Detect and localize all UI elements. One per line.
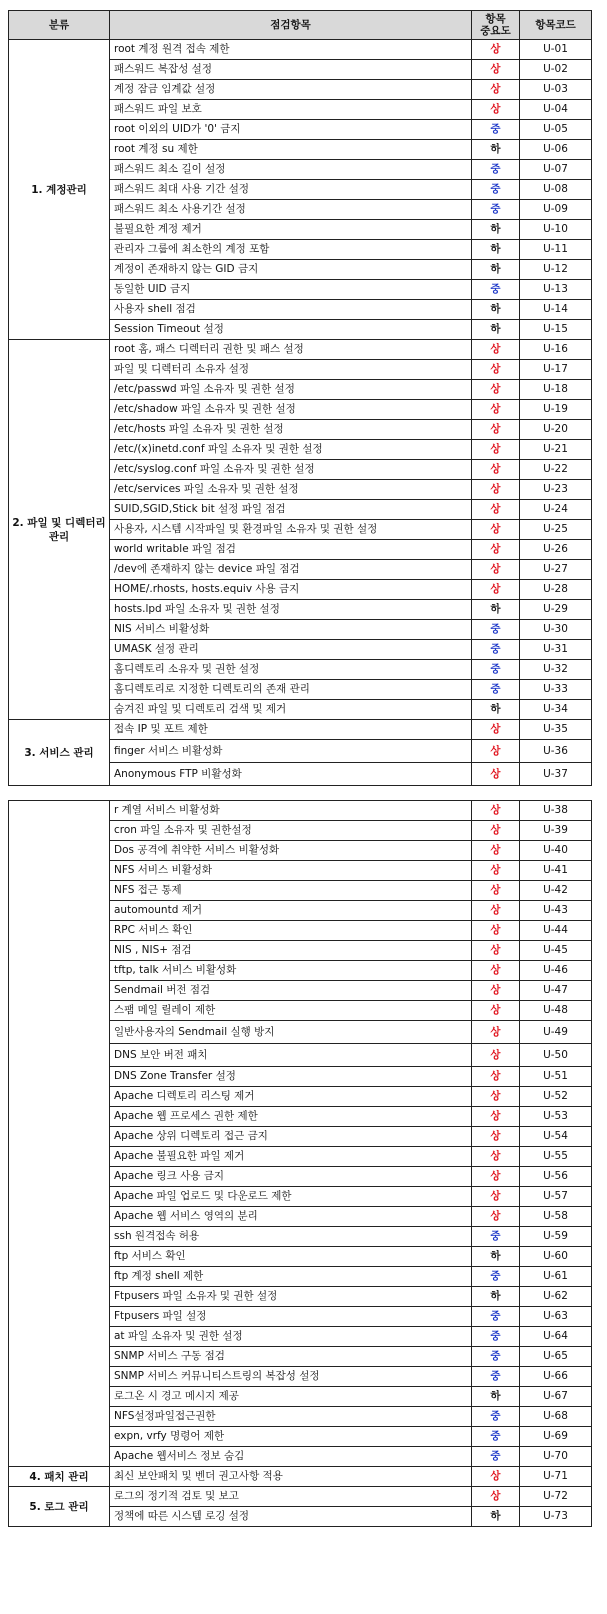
code-cell: U-47 [520, 981, 592, 1001]
code-cell: U-48 [520, 1001, 592, 1021]
item-cell: Sendmail 버전 점검 [110, 981, 472, 1001]
item-cell: 패스워드 파일 보호 [110, 100, 472, 120]
importance-cell: 상 [472, 1167, 520, 1187]
table-row [9, 1467, 592, 1487]
importance-cell: 상 [472, 420, 520, 440]
code-cell: U-20 [520, 420, 592, 440]
code-cell: U-53 [520, 1107, 592, 1127]
category-cell: 3. 서비스 관리 [9, 720, 110, 786]
item-cell: RPC 서비스 확인 [110, 921, 472, 941]
header-importance [472, 11, 520, 40]
importance-cell: 상 [472, 881, 520, 901]
item-cell: 홈디렉토리로 지정한 디렉토리의 존재 관리 [110, 680, 472, 700]
importance-cell: 상 [472, 861, 520, 881]
code-cell: U-33 [520, 680, 592, 700]
item-cell: root 홈, 패스 디렉터리 권한 및 패스 설정 [110, 340, 472, 360]
header-category: 분류 [9, 11, 110, 40]
category-cell [9, 801, 110, 1467]
code-cell: U-63 [520, 1307, 592, 1327]
code-cell: U-73 [520, 1507, 592, 1527]
importance-cell: 중 [472, 1427, 520, 1447]
importance-cell: 하 [472, 600, 520, 620]
code-cell: U-16 [520, 340, 592, 360]
code-cell: U-52 [520, 1087, 592, 1107]
importance-cell: 중 [472, 660, 520, 680]
code-cell: U-69 [520, 1427, 592, 1447]
importance-cell: 하 [472, 1247, 520, 1267]
importance-cell: 하 [472, 220, 520, 240]
item-cell: SUID,SGID,Stick bit 설정 파일 점검 [110, 500, 472, 520]
code-cell: U-46 [520, 961, 592, 981]
code-cell: U-51 [520, 1067, 592, 1087]
item-cell: 계정이 존재하지 않는 GID 금지 [110, 260, 472, 280]
header-importance-label: 항목 중요도 [480, 13, 511, 37]
item-cell: 로그온 시 경고 메시지 제공 [110, 1387, 472, 1407]
code-cell: U-44 [520, 921, 592, 941]
item-cell: at 파일 소유자 및 권한 설정 [110, 1327, 472, 1347]
importance-cell: 중 [472, 1347, 520, 1367]
importance-cell: 중 [472, 1367, 520, 1387]
code-cell: U-19 [520, 400, 592, 420]
item-cell: 패스워드 복잡성 설정 [110, 60, 472, 80]
code-cell: U-37 [520, 763, 592, 786]
importance-cell: 중 [472, 640, 520, 660]
item-cell: r 계열 서비스 비활성화 [110, 801, 472, 821]
code-cell: U-54 [520, 1127, 592, 1147]
table-row [9, 801, 592, 821]
importance-cell: 상 [472, 981, 520, 1001]
importance-cell: 상 [472, 360, 520, 380]
category-cell: 5. 로그 관리 [9, 1487, 110, 1527]
item-cell: ftp 계정 shell 제한 [110, 1267, 472, 1287]
checklist-container [8, 10, 591, 1527]
importance-cell: 상 [472, 40, 520, 60]
importance-cell: 상 [472, 480, 520, 500]
code-cell: U-12 [520, 260, 592, 280]
item-cell: NFS설정파일접근권한 [110, 1407, 472, 1427]
item-cell: /etc/shadow 파일 소유자 및 권한 설정 [110, 400, 472, 420]
code-cell: U-67 [520, 1387, 592, 1407]
importance-cell: 상 [472, 1021, 520, 1044]
importance-cell: 상 [472, 763, 520, 786]
importance-cell: 하 [472, 1387, 520, 1407]
header-item: 점검항목 [110, 11, 472, 40]
code-cell: U-25 [520, 520, 592, 540]
importance-cell: 상 [472, 1127, 520, 1147]
item-cell: Dos 공격에 취약한 서비스 비활성화 [110, 841, 472, 861]
item-cell: SNMP 서비스 구동 점검 [110, 1347, 472, 1367]
importance-cell: 하 [472, 300, 520, 320]
item-cell: Apache 웹 서비스 영역의 분리 [110, 1207, 472, 1227]
gap-cell [520, 786, 592, 801]
item-cell: 동일한 UID 금지 [110, 280, 472, 300]
item-cell: DNS 보안 버전 패치 [110, 1044, 472, 1067]
code-cell: U-17 [520, 360, 592, 380]
item-cell: 정책에 따른 시스템 로깅 설정 [110, 1507, 472, 1527]
code-cell: U-58 [520, 1207, 592, 1227]
code-cell: U-62 [520, 1287, 592, 1307]
item-cell: ftp 서비스 확인 [110, 1247, 472, 1267]
importance-cell: 상 [472, 1001, 520, 1021]
importance-cell: 상 [472, 1087, 520, 1107]
item-cell: 사용자, 시스템 시작파일 및 환경파일 소유자 및 권한 설정 [110, 520, 472, 540]
section-gap [9, 786, 592, 801]
importance-cell: 중 [472, 620, 520, 640]
code-cell: U-28 [520, 580, 592, 600]
item-cell: Apache 상위 디렉토리 접근 금지 [110, 1127, 472, 1147]
table-row [9, 40, 592, 60]
item-cell: UMASK 설정 관리 [110, 640, 472, 660]
code-cell: U-34 [520, 700, 592, 720]
code-cell: U-65 [520, 1347, 592, 1367]
importance-cell: 하 [472, 1287, 520, 1307]
importance-cell: 하 [472, 320, 520, 340]
code-cell: U-59 [520, 1227, 592, 1247]
importance-cell: 상 [472, 1207, 520, 1227]
importance-cell: 상 [472, 560, 520, 580]
item-cell: Apache 링크 사용 금지 [110, 1167, 472, 1187]
item-cell: 일반사용자의 Sendmail 실행 방지 [110, 1021, 472, 1044]
importance-cell: 상 [472, 1044, 520, 1067]
importance-cell: 상 [472, 901, 520, 921]
code-cell: U-36 [520, 740, 592, 763]
importance-cell: 상 [472, 380, 520, 400]
item-cell: /etc/services 파일 소유자 및 권한 설정 [110, 480, 472, 500]
item-cell: Ftpusers 파일 설정 [110, 1307, 472, 1327]
code-cell: U-31 [520, 640, 592, 660]
item-cell: 파일 및 디렉터리 소유자 설정 [110, 360, 472, 380]
code-cell: U-55 [520, 1147, 592, 1167]
code-cell: U-39 [520, 821, 592, 841]
item-cell: 불필요한 계정 제거 [110, 220, 472, 240]
importance-cell: 중 [472, 120, 520, 140]
item-cell: 패스워드 최소 길이 설정 [110, 160, 472, 180]
item-cell: NIS , NIS+ 점검 [110, 941, 472, 961]
code-cell: U-35 [520, 720, 592, 740]
item-cell: root 계정 su 제한 [110, 140, 472, 160]
importance-cell: 상 [472, 801, 520, 821]
code-cell: U-64 [520, 1327, 592, 1347]
item-cell: Apache 불필요한 파일 제거 [110, 1147, 472, 1167]
item-cell: cron 파일 소유자 및 권한설정 [110, 821, 472, 841]
importance-cell: 중 [472, 1307, 520, 1327]
item-cell: /etc/(x)inetd.conf 파일 소유자 및 권한 설정 [110, 440, 472, 460]
item-cell: 접속 IP 및 포트 제한 [110, 720, 472, 740]
table-row [9, 340, 592, 360]
code-cell: U-56 [520, 1167, 592, 1187]
importance-cell: 하 [472, 1507, 520, 1527]
item-cell: Session Timeout 설정 [110, 320, 472, 340]
item-cell: 패스워드 최소 사용기간 설정 [110, 200, 472, 220]
importance-cell: 상 [472, 1187, 520, 1207]
code-cell: U-01 [520, 40, 592, 60]
importance-cell: 상 [472, 821, 520, 841]
code-cell: U-71 [520, 1467, 592, 1487]
code-cell: U-40 [520, 841, 592, 861]
item-cell: world writable 파일 점검 [110, 540, 472, 560]
importance-cell: 상 [472, 1067, 520, 1087]
code-cell: U-30 [520, 620, 592, 640]
item-cell: 계정 잠금 임계값 설정 [110, 80, 472, 100]
code-cell: U-27 [520, 560, 592, 580]
code-cell: U-24 [520, 500, 592, 520]
item-cell: ssh 원격접속 허용 [110, 1227, 472, 1247]
code-cell: U-22 [520, 460, 592, 480]
item-cell: NFS 서비스 비활성화 [110, 861, 472, 881]
item-cell: 사용자 shell 점검 [110, 300, 472, 320]
code-cell: U-23 [520, 480, 592, 500]
importance-cell: 중 [472, 680, 520, 700]
code-cell: U-61 [520, 1267, 592, 1287]
checklist-body [9, 40, 592, 1527]
code-cell: U-10 [520, 220, 592, 240]
code-cell: U-29 [520, 600, 592, 620]
importance-cell: 상 [472, 1107, 520, 1127]
header-row [9, 11, 592, 40]
code-cell: U-04 [520, 100, 592, 120]
item-cell: root 이외의 UID가 '0' 금지 [110, 120, 472, 140]
code-cell: U-41 [520, 861, 592, 881]
item-cell: HOME/.rhosts, hosts.equiv 사용 금지 [110, 580, 472, 600]
code-cell: U-68 [520, 1407, 592, 1427]
code-cell: U-02 [520, 60, 592, 80]
code-cell: U-26 [520, 540, 592, 560]
code-cell: U-32 [520, 660, 592, 680]
code-cell: U-05 [520, 120, 592, 140]
category-cell: 1. 계정관리 [9, 40, 110, 340]
item-cell: NFS 접근 통제 [110, 881, 472, 901]
item-cell: SNMP 서비스 커뮤니티스트링의 복잡성 설정 [110, 1367, 472, 1387]
code-cell: U-72 [520, 1487, 592, 1507]
code-cell: U-66 [520, 1367, 592, 1387]
importance-cell: 중 [472, 1267, 520, 1287]
item-cell: /etc/syslog.conf 파일 소유자 및 권한 설정 [110, 460, 472, 480]
importance-cell: 중 [472, 280, 520, 300]
code-cell: U-60 [520, 1247, 592, 1267]
importance-cell: 중 [472, 1407, 520, 1427]
item-cell: Apache 파일 업로드 및 다운로드 제한 [110, 1187, 472, 1207]
table-row [9, 1487, 592, 1507]
gap-cell [110, 786, 472, 801]
code-cell: U-38 [520, 801, 592, 821]
importance-cell: 상 [472, 1487, 520, 1507]
importance-cell: 하 [472, 240, 520, 260]
item-cell: 패스워드 최대 사용 기간 설정 [110, 180, 472, 200]
code-cell: U-08 [520, 180, 592, 200]
item-cell: Anonymous FTP 비활성화 [110, 763, 472, 786]
item-cell: 숨겨진 파일 및 디렉토리 검색 및 제거 [110, 700, 472, 720]
code-cell: U-14 [520, 300, 592, 320]
item-cell: /etc/hosts 파일 소유자 및 권한 설정 [110, 420, 472, 440]
item-cell: 로그의 정기적 검토 및 보고 [110, 1487, 472, 1507]
importance-cell: 상 [472, 440, 520, 460]
category-cell: 2. 파일 및 디렉터리 관리 [9, 340, 110, 720]
item-cell: root 계정 원격 접속 제한 [110, 40, 472, 60]
item-cell: Apache 웹서비스 정보 숨김 [110, 1447, 472, 1467]
importance-cell: 중 [472, 200, 520, 220]
item-cell: automountd 제거 [110, 901, 472, 921]
importance-cell: 상 [472, 1147, 520, 1167]
importance-cell: 상 [472, 340, 520, 360]
importance-cell: 상 [472, 740, 520, 763]
importance-cell: 중 [472, 1327, 520, 1347]
importance-cell: 상 [472, 720, 520, 740]
importance-cell: 상 [472, 540, 520, 560]
importance-cell: 상 [472, 80, 520, 100]
importance-cell: 상 [472, 941, 520, 961]
item-cell: tftp, talk 서비스 비활성화 [110, 961, 472, 981]
code-cell: U-15 [520, 320, 592, 340]
gap-cell [472, 786, 520, 801]
code-cell: U-06 [520, 140, 592, 160]
code-cell: U-11 [520, 240, 592, 260]
importance-cell: 하 [472, 260, 520, 280]
code-cell: U-45 [520, 941, 592, 961]
item-cell: finger 서비스 비활성화 [110, 740, 472, 763]
code-cell: U-50 [520, 1044, 592, 1067]
code-cell: U-70 [520, 1447, 592, 1467]
code-cell: U-07 [520, 160, 592, 180]
item-cell: /dev에 존재하지 않는 device 파일 점검 [110, 560, 472, 580]
code-cell: U-43 [520, 901, 592, 921]
item-cell: 관리자 그룹에 최소한의 계정 포함 [110, 240, 472, 260]
code-cell: U-49 [520, 1021, 592, 1044]
importance-cell: 중 [472, 1447, 520, 1467]
importance-cell: 상 [472, 500, 520, 520]
item-cell: 스팸 메일 릴레이 제한 [110, 1001, 472, 1021]
importance-cell: 상 [472, 961, 520, 981]
importance-cell: 상 [472, 921, 520, 941]
item-cell: 홈디렉토리 소유자 및 권한 설정 [110, 660, 472, 680]
importance-cell: 상 [472, 580, 520, 600]
code-cell: U-13 [520, 280, 592, 300]
importance-cell: 중 [472, 160, 520, 180]
header-code: 항목코드 [520, 11, 592, 40]
item-cell: expn, vrfy 명령어 제한 [110, 1427, 472, 1447]
checklist-table [8, 10, 592, 1527]
importance-cell: 상 [472, 100, 520, 120]
code-cell: U-42 [520, 881, 592, 901]
table-row [9, 720, 592, 740]
code-cell: U-57 [520, 1187, 592, 1207]
importance-cell: 상 [472, 400, 520, 420]
code-cell: U-09 [520, 200, 592, 220]
item-cell: NIS 서비스 비활성화 [110, 620, 472, 640]
importance-cell: 중 [472, 1227, 520, 1247]
importance-cell: 상 [472, 1467, 520, 1487]
gap-cell [9, 786, 110, 801]
importance-cell: 상 [472, 460, 520, 480]
importance-cell: 상 [472, 841, 520, 861]
item-cell: DNS Zone Transfer 설정 [110, 1067, 472, 1087]
item-cell: /etc/passwd 파일 소유자 및 권한 설정 [110, 380, 472, 400]
importance-cell: 하 [472, 700, 520, 720]
category-cell: 4. 패치 관리 [9, 1467, 110, 1487]
item-cell: Apache 웹 프로세스 권한 제한 [110, 1107, 472, 1127]
importance-cell: 상 [472, 60, 520, 80]
code-cell: U-18 [520, 380, 592, 400]
code-cell: U-21 [520, 440, 592, 460]
importance-cell: 중 [472, 180, 520, 200]
item-cell: Ftpusers 파일 소유자 및 권한 설정 [110, 1287, 472, 1307]
item-cell: hosts.lpd 파일 소유자 및 권한 설정 [110, 600, 472, 620]
item-cell: 최신 보안패치 및 벤더 권고사항 적용 [110, 1467, 472, 1487]
importance-cell: 상 [472, 520, 520, 540]
code-cell: U-03 [520, 80, 592, 100]
item-cell: Apache 디렉토리 리스팅 제거 [110, 1087, 472, 1107]
importance-cell: 하 [472, 140, 520, 160]
